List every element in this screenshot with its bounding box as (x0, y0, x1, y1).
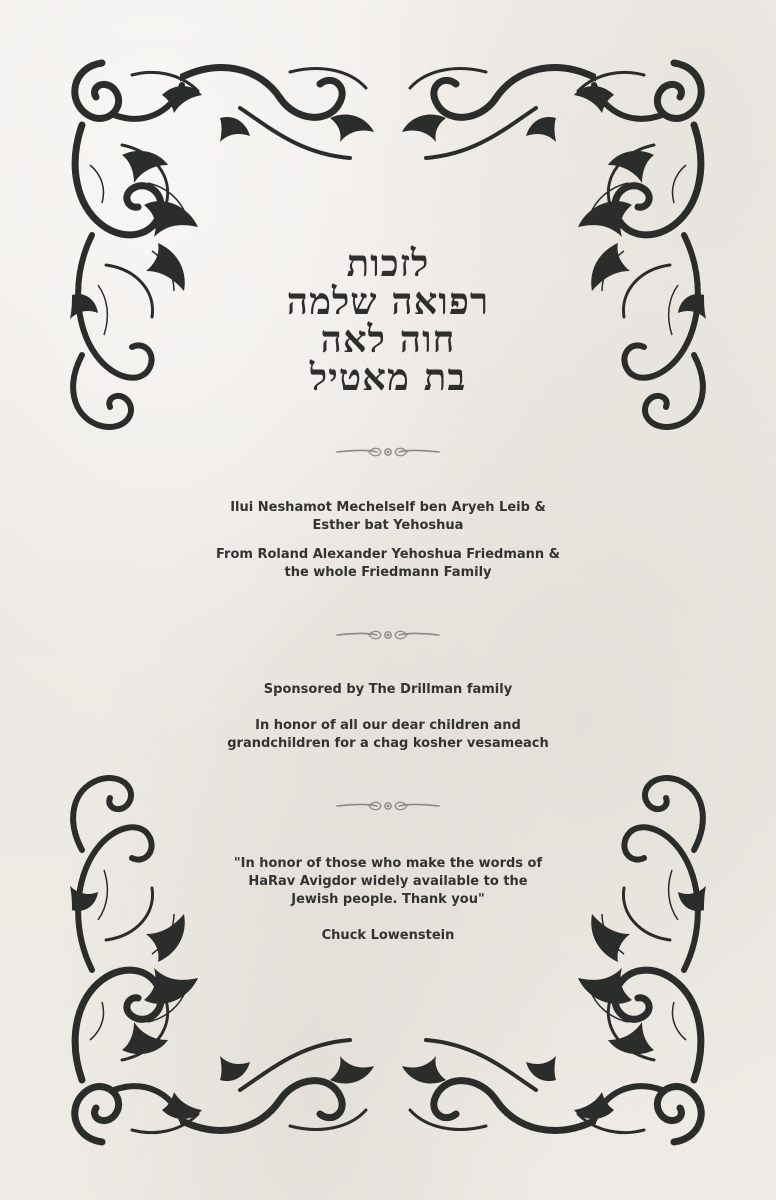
memorial-line-3: From Roland Alexander Yehoshua Friedmann & (215, 547, 561, 562)
bottom-scroll-band-icon (180, 1030, 596, 1140)
memorial-line-1: Ilui Neshamot Mechelself ben Aryeh Leib & (230, 500, 546, 515)
flourish-divider-icon (335, 445, 441, 459)
honor-line-2: grandchildren for a chag kosher vesameach (227, 736, 549, 751)
top-scroll-band-icon (180, 58, 596, 168)
quote-block (190, 855, 586, 945)
sponsor-line: Sponsored by The Drillman family (263, 682, 513, 697)
memorial-line-2: Esther bat Yehoshua (312, 518, 464, 533)
quote-line-2: HaRav Avigdor widely available to the (248, 874, 528, 889)
quote-line-3: Jewish people. Thank you" (291, 892, 485, 907)
flourish-divider-icon (335, 628, 441, 642)
hebrew-dedication-title (180, 241, 596, 399)
quote-author: Chuck Lowenstein (321, 928, 455, 943)
honor-line-1: In honor of all our dear children and (255, 718, 521, 733)
hebrew-line-2: רפואה שלמה (286, 279, 490, 323)
hebrew-line-4: בת מאטיל (309, 355, 467, 399)
sponsor-block (190, 681, 586, 753)
hebrew-line-3: חוה לאה (320, 317, 456, 361)
memorial-dedication-block (190, 499, 586, 582)
hebrew-line-1: לזכות (346, 241, 430, 285)
flourish-divider-icon (335, 799, 441, 813)
memorial-line-4: the whole Friedmann Family (284, 565, 492, 580)
quote-line-1: "In honor of those who make the words of (233, 856, 543, 871)
